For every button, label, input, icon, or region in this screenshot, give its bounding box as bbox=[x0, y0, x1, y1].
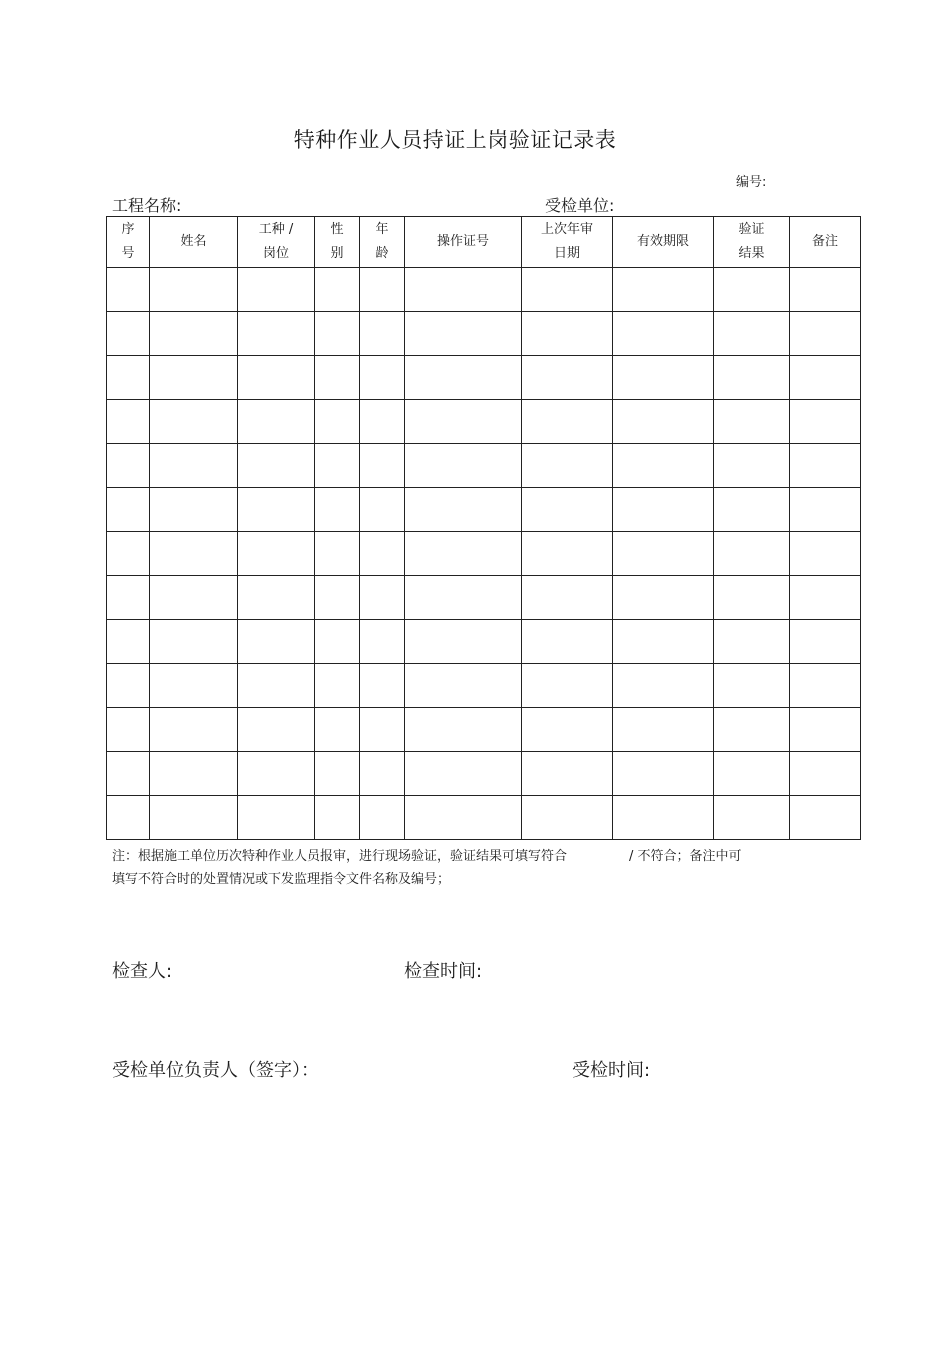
table-cell[interactable] bbox=[238, 664, 315, 708]
table-cell[interactable] bbox=[790, 752, 861, 796]
table-cell[interactable] bbox=[315, 444, 360, 488]
project-name-label: 工程名称: bbox=[112, 196, 182, 215]
table-cell[interactable] bbox=[150, 356, 238, 400]
table-cell[interactable] bbox=[238, 312, 315, 356]
column-header bbox=[315, 217, 360, 268]
table-row bbox=[107, 488, 861, 532]
table-cell[interactable] bbox=[360, 664, 405, 708]
table-cell[interactable] bbox=[405, 576, 522, 620]
table-row bbox=[107, 444, 861, 488]
table-cell[interactable] bbox=[238, 488, 315, 532]
table-cell[interactable] bbox=[238, 444, 315, 488]
table-cell[interactable] bbox=[405, 488, 522, 532]
table-cell[interactable] bbox=[613, 664, 714, 708]
table-cell[interactable] bbox=[315, 312, 360, 356]
column-header bbox=[238, 217, 315, 268]
header-row bbox=[107, 217, 861, 268]
table-cell[interactable] bbox=[238, 576, 315, 620]
table-cell[interactable] bbox=[613, 620, 714, 664]
table-cell[interactable] bbox=[107, 708, 150, 752]
table-row bbox=[107, 312, 861, 356]
table-cell[interactable] bbox=[107, 400, 150, 444]
note-text-line2: 填写不符合时的处置情况或下发监理指令文件名称及编号； bbox=[112, 872, 451, 887]
column-header-text: 有效期限 bbox=[636, 234, 689, 249]
table-cell[interactable] bbox=[522, 796, 613, 840]
table-cell[interactable] bbox=[714, 356, 790, 400]
table-cell[interactable] bbox=[790, 620, 861, 664]
table-cell[interactable] bbox=[405, 532, 522, 576]
table-cell[interactable] bbox=[790, 400, 861, 444]
table-cell[interactable] bbox=[315, 796, 360, 840]
table-cell[interactable] bbox=[405, 708, 522, 752]
table-cell[interactable] bbox=[714, 752, 790, 796]
table-cell[interactable] bbox=[613, 708, 714, 752]
table-cell[interactable] bbox=[150, 708, 238, 752]
table-cell[interactable] bbox=[522, 488, 613, 532]
table-row bbox=[107, 796, 861, 840]
table-cell[interactable] bbox=[405, 752, 522, 796]
table-cell[interactable] bbox=[790, 488, 861, 532]
table-cell[interactable] bbox=[238, 752, 315, 796]
table-cell[interactable] bbox=[315, 576, 360, 620]
table-cell[interactable] bbox=[315, 752, 360, 796]
table-cell[interactable] bbox=[522, 752, 613, 796]
inspected-time-label: 受检时间: bbox=[572, 1060, 651, 1081]
table-cell[interactable] bbox=[714, 708, 790, 752]
table-cell[interactable] bbox=[238, 708, 315, 752]
column-header bbox=[107, 217, 150, 268]
table-cell[interactable] bbox=[405, 312, 522, 356]
table-cell[interactable] bbox=[522, 444, 613, 488]
column-header-text: 别 bbox=[330, 246, 344, 261]
table-cell[interactable] bbox=[360, 488, 405, 532]
table-row bbox=[107, 576, 861, 620]
table-row bbox=[107, 752, 861, 796]
table-cell[interactable] bbox=[613, 532, 714, 576]
table-cell[interactable] bbox=[238, 532, 315, 576]
table-cell[interactable] bbox=[613, 488, 714, 532]
table-cell[interactable] bbox=[315, 488, 360, 532]
table-cell[interactable] bbox=[107, 444, 150, 488]
table-cell[interactable] bbox=[613, 356, 714, 400]
note-text-part2: / 不符合；备注中可 bbox=[629, 849, 742, 864]
table-cell[interactable] bbox=[790, 796, 861, 840]
table-cell[interactable] bbox=[405, 664, 522, 708]
table-row bbox=[107, 620, 861, 664]
table-cell[interactable] bbox=[150, 444, 238, 488]
column-header-text: 姓名 bbox=[180, 234, 207, 249]
table-cell[interactable] bbox=[315, 356, 360, 400]
inspector-label: 检查人: bbox=[112, 961, 173, 982]
column-header-text: 龄 bbox=[375, 246, 389, 261]
table-cell[interactable] bbox=[238, 620, 315, 664]
table-cell[interactable] bbox=[522, 312, 613, 356]
table-cell[interactable] bbox=[714, 796, 790, 840]
table-cell[interactable] bbox=[107, 268, 150, 312]
table-cell[interactable] bbox=[405, 620, 522, 664]
table-cell[interactable] bbox=[790, 268, 861, 312]
table-cell[interactable] bbox=[238, 796, 315, 840]
table-cell[interactable] bbox=[613, 796, 714, 840]
document-title: 特种作业人员持证上岗验证记录表 bbox=[293, 128, 617, 152]
table-cell[interactable] bbox=[405, 268, 522, 312]
table-cell[interactable] bbox=[360, 708, 405, 752]
table-cell[interactable] bbox=[360, 444, 405, 488]
table-cell[interactable] bbox=[714, 400, 790, 444]
column-header bbox=[405, 217, 522, 268]
table-cell[interactable] bbox=[405, 444, 522, 488]
table-cell[interactable] bbox=[714, 488, 790, 532]
table-cell[interactable] bbox=[790, 356, 861, 400]
table-cell[interactable] bbox=[315, 532, 360, 576]
table-cell[interactable] bbox=[107, 620, 150, 664]
table-cell[interactable] bbox=[107, 796, 150, 840]
table-cell[interactable] bbox=[522, 532, 613, 576]
table-header bbox=[107, 217, 861, 268]
table-cell[interactable] bbox=[522, 400, 613, 444]
table-cell[interactable] bbox=[150, 620, 238, 664]
column-header bbox=[613, 217, 714, 268]
table-cell[interactable] bbox=[107, 532, 150, 576]
table-cell[interactable] bbox=[790, 444, 861, 488]
unit-head-signature-label: 受检单位负责人（签字）： bbox=[112, 1060, 319, 1081]
check-time-label: 检查时间: bbox=[404, 961, 483, 982]
table-row bbox=[107, 664, 861, 708]
table-cell[interactable] bbox=[405, 356, 522, 400]
table-cell[interactable] bbox=[238, 356, 315, 400]
column-header bbox=[522, 217, 613, 268]
table-cell[interactable] bbox=[107, 576, 150, 620]
table-row bbox=[107, 708, 861, 752]
column-header-text: 上次年审 bbox=[540, 222, 593, 237]
table-cell[interactable] bbox=[150, 312, 238, 356]
column-header-text: 工种 / bbox=[258, 222, 294, 237]
table-cell[interactable] bbox=[107, 312, 150, 356]
table-cell[interactable] bbox=[360, 576, 405, 620]
table-cell[interactable] bbox=[238, 268, 315, 312]
table-note bbox=[112, 845, 852, 891]
column-header-text: 日期 bbox=[553, 246, 580, 261]
table-cell[interactable] bbox=[150, 532, 238, 576]
table-row bbox=[107, 268, 861, 312]
table-cell[interactable] bbox=[360, 620, 405, 664]
table-cell[interactable] bbox=[522, 268, 613, 312]
table-cell[interactable] bbox=[238, 400, 315, 444]
table-cell[interactable] bbox=[315, 664, 360, 708]
table-cell[interactable] bbox=[360, 532, 405, 576]
table-cell[interactable] bbox=[613, 576, 714, 620]
inspected-unit-label: 受检单位: bbox=[545, 196, 615, 215]
table-cell[interactable] bbox=[522, 576, 613, 620]
table-cell[interactable] bbox=[360, 796, 405, 840]
note-text-part1: 注：根据施工单位历次特种作业人员报审，进行现场验证，验证结果可填写符合 bbox=[112, 849, 568, 864]
table-cell[interactable] bbox=[790, 708, 861, 752]
table-cell[interactable] bbox=[714, 312, 790, 356]
column-header-text: 操作证号 bbox=[436, 234, 489, 249]
table-cell[interactable] bbox=[150, 796, 238, 840]
table-cell[interactable] bbox=[360, 400, 405, 444]
table-cell[interactable] bbox=[714, 620, 790, 664]
table-cell[interactable] bbox=[150, 664, 238, 708]
column-header-text: 岗位 bbox=[262, 246, 289, 261]
column-header-text: 年 bbox=[375, 222, 389, 237]
table-cell[interactable] bbox=[150, 400, 238, 444]
column-header-text: 验证 bbox=[738, 222, 765, 237]
table-cell[interactable] bbox=[522, 708, 613, 752]
column-header-text: 备注 bbox=[811, 234, 838, 249]
table-cell[interactable] bbox=[150, 576, 238, 620]
table-body bbox=[107, 268, 861, 840]
column-header bbox=[360, 217, 405, 268]
table-cell[interactable] bbox=[790, 576, 861, 620]
column-header-text: 结果 bbox=[738, 246, 765, 261]
table-cell[interactable] bbox=[150, 268, 238, 312]
table-cell[interactable] bbox=[613, 312, 714, 356]
table-cell[interactable] bbox=[360, 312, 405, 356]
column-header-text: 序 bbox=[121, 222, 135, 237]
table-cell[interactable] bbox=[405, 400, 522, 444]
table-cell[interactable] bbox=[315, 620, 360, 664]
table-row bbox=[107, 356, 861, 400]
column-header bbox=[714, 217, 790, 268]
table-cell[interactable] bbox=[790, 532, 861, 576]
table-row bbox=[107, 532, 861, 576]
verification-record-table bbox=[106, 216, 861, 840]
table-cell[interactable] bbox=[522, 664, 613, 708]
table-cell[interactable] bbox=[522, 620, 613, 664]
column-header-text: 性 bbox=[330, 222, 344, 237]
table-cell[interactable] bbox=[315, 708, 360, 752]
table-cell[interactable] bbox=[107, 488, 150, 532]
table-cell[interactable] bbox=[360, 356, 405, 400]
table-cell[interactable] bbox=[613, 400, 714, 444]
serial-number-label: 编号: bbox=[736, 175, 767, 190]
table-cell[interactable] bbox=[315, 268, 360, 312]
table-cell[interactable] bbox=[522, 356, 613, 400]
table-cell[interactable] bbox=[714, 532, 790, 576]
table-cell[interactable] bbox=[107, 356, 150, 400]
table-cell[interactable] bbox=[150, 752, 238, 796]
table-cell[interactable] bbox=[315, 400, 360, 444]
table-cell[interactable] bbox=[613, 268, 714, 312]
table-cell[interactable] bbox=[150, 488, 238, 532]
table-cell[interactable] bbox=[714, 268, 790, 312]
table-cell[interactable] bbox=[405, 796, 522, 840]
table-cell[interactable] bbox=[714, 576, 790, 620]
table-cell[interactable] bbox=[360, 752, 405, 796]
table-cell[interactable] bbox=[790, 312, 861, 356]
table-cell[interactable] bbox=[714, 444, 790, 488]
column-header-text: 号 bbox=[121, 246, 135, 261]
table-cell[interactable] bbox=[790, 664, 861, 708]
table-row bbox=[107, 400, 861, 444]
table-cell[interactable] bbox=[613, 752, 714, 796]
table-cell[interactable] bbox=[360, 268, 405, 312]
table-cell[interactable] bbox=[107, 664, 150, 708]
column-header bbox=[150, 217, 238, 268]
column-header bbox=[790, 217, 861, 268]
table-cell[interactable] bbox=[714, 664, 790, 708]
table-cell[interactable] bbox=[613, 444, 714, 488]
table-cell[interactable] bbox=[107, 752, 150, 796]
